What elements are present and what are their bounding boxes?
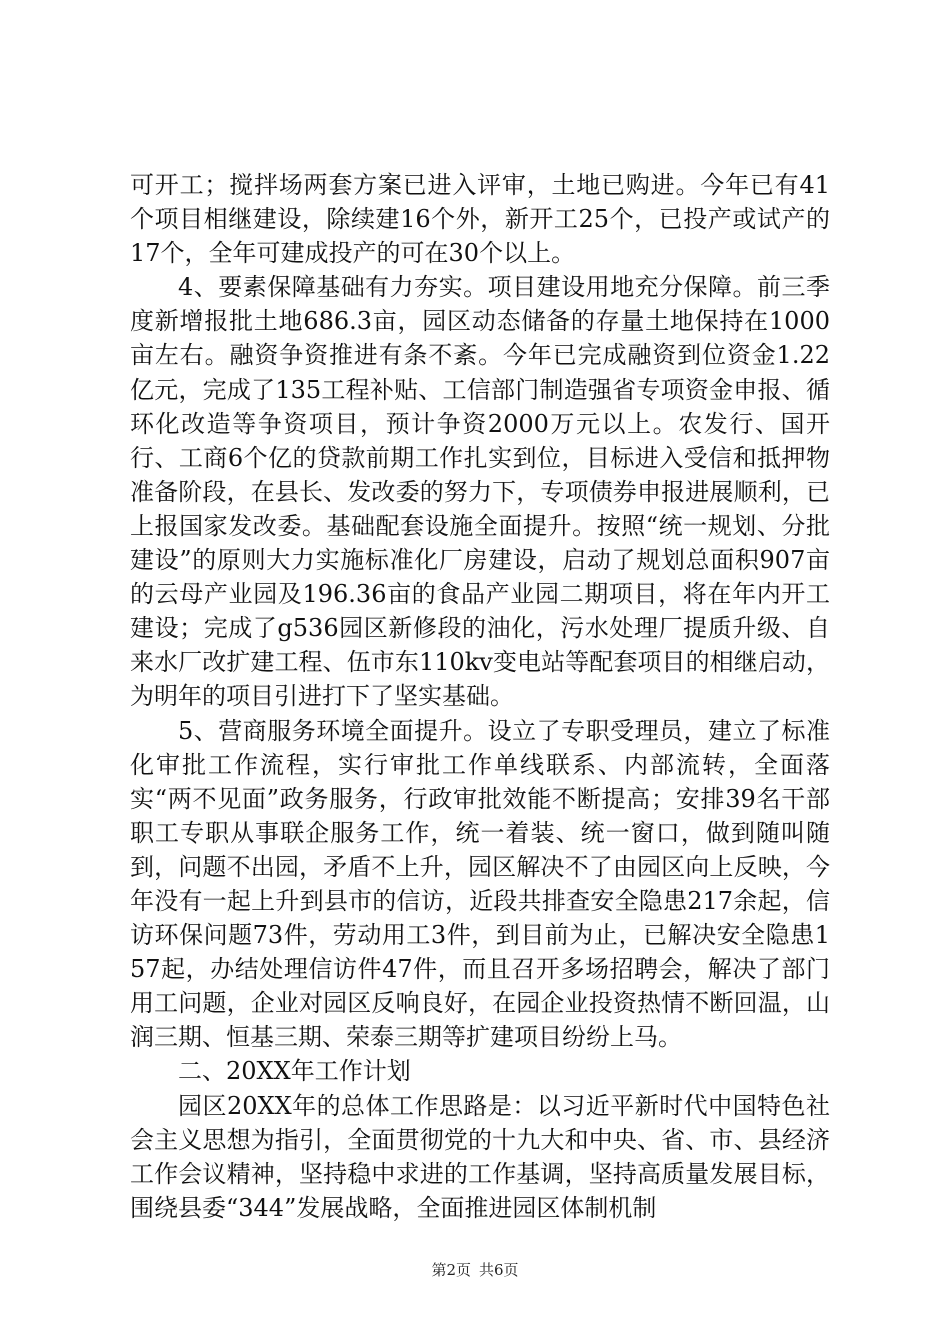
paragraph-work-plan: 园区20XX年的总体工作思路是：以习近平新时代中国特色社会主义思想为指引，全面贯彻党的十九大和中央、省、市、县经济工作会议精神，坚持稳中求进的工作基调，坚持高质量发展目标，围绕县委“344”发展战略，全面推进园区体制机制 [130,1091,830,1222]
page-footer [0,1260,950,1280]
section-heading-work-plan: 二、20XX年工作计划 [178,1057,411,1086]
page-number: 第2页 [431,1261,471,1279]
paragraph-business-environment: 5、营商服务环境全面提升。设立了专职受理员，建立了标准化审批工作流程，实行审批工作单线联系、内部流转，全面落实“两不见面”政务服务，行政审批效能不断提高；安排39名干部职工专职从事联企服务工作，统一着装、统一窗口，做到随叫随到，问题不出园，矛盾不上升，园区解决不了由园区向上反映，今年没有一起上升到县市的信访，近段共排查安全隐患217余起，信访环保问题73件，劳动用工3件，到目前为止，已解决安全隐患157起，办结处理信访件47件，而且召开多场招聘会，解决了部门用工问题，企业对园区反响良好，在园企业投资热情不断回温，山润三期、恒基三期、荣泰三期等扩建项目纷纷上马。 [130,716,830,1052]
paragraph-factor-guarantee: 4、要素保障基础有力夯实。项目建设用地充分保障。前三季度新增报批土地686.3亩，园区动态储备的存量土地保持在1000亩左右。融资争资推进有条不紊。今年已完成融资到位资金1.22亿元，完成了135工程补贴、工信部门制造强省专项资金申报、循环化改造等争资项目，预计争资2000万元以上。农发行、国开行、工商6个亿的贷款前期工作扎实到位，目标进入受信和抵押物准备阶段，在县长、发改委的努力下，专项债券申报进展顺利，已上报国家发改委。基础配套设施全面提升。按照“统一规划、分批建设”的原则大力实施标准化厂房建设，启动了规划总面积907亩的云母产业园及196.36亩的食品产业园二期项目，将在年内开工建设；完成了g536园区新修段的油化，污水处理厂提质升级、自来水厂改扩建工程、伍市东110kv变电站等配套项目的相继启动，为明年的项目引进打下了坚实基础。 [130,273,830,711]
document-body [130,168,830,1225]
paragraph-continuation: 可开工；搅拌场两套方案已进入评审，土地已购进。今年已有41个项目相继建设，除续建16个外，新开工25个，已投产或试产的17个，全年可建成投产的可在30个以上。 [130,171,830,268]
page-total: 共6页 [479,1261,519,1279]
